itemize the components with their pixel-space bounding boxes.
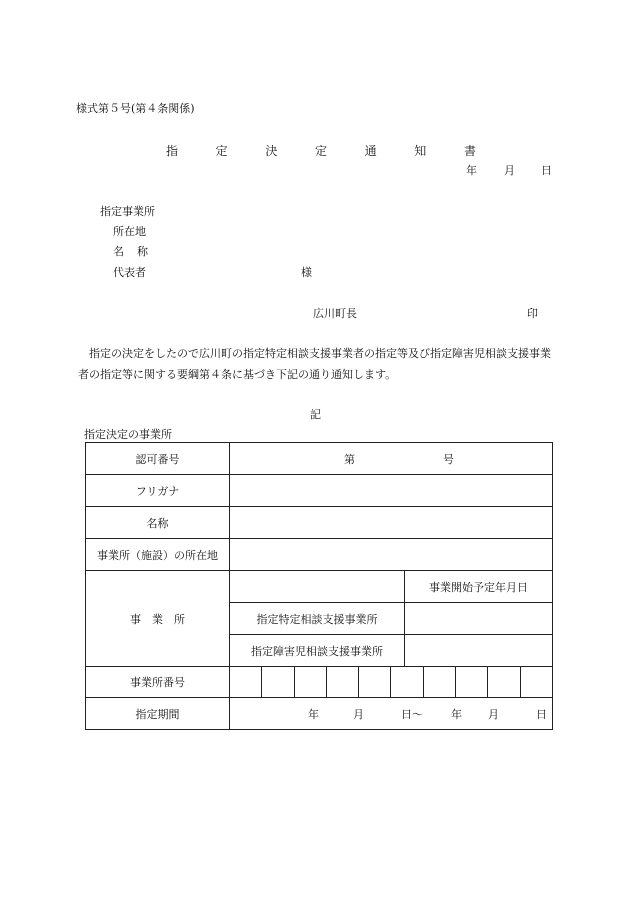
designation-table (85, 442, 553, 730)
recipient-office-label: 指定事業所 (100, 205, 155, 218)
office-name-value (230, 507, 553, 539)
recipient-address-label: 所在地 (113, 225, 146, 238)
digit-box (521, 667, 552, 697)
digit-box (359, 667, 391, 697)
office-address-value (230, 539, 553, 571)
ki-heading: 記 (310, 408, 321, 421)
notice-body-text: 指定の決定をしたので広川町の指定特定相談支援事業者の指定等及び指定障害児相談支援事業者の指定等に関する要綱第４条に基づき下記の通り通知します。 (78, 347, 551, 381)
title-char: 定 (215, 144, 228, 158)
title-char: 指 (166, 144, 179, 158)
recipient-name-label (113, 243, 148, 259)
period-month: 月 (488, 707, 499, 721)
office-number-boxes (230, 667, 553, 698)
table-row (86, 507, 553, 539)
title-char: 決 (265, 144, 278, 158)
period-day-end: 日 (536, 707, 547, 721)
office-name-label: 名称 (86, 507, 230, 539)
form-number-label: 様式第５号(第４条関係) (76, 102, 195, 115)
title-char: 知 (414, 144, 427, 158)
period-day-start: 日〜 (401, 707, 423, 721)
permit-number-label: 認可番号 (86, 443, 230, 475)
table-row (86, 443, 553, 475)
permit-number-value (230, 443, 553, 475)
table-row (86, 475, 553, 507)
special-consult-start-date (405, 603, 553, 635)
disabled-child-start-date (405, 635, 553, 667)
designation-period-label: 指定期間 (86, 698, 230, 730)
period-year: 年 (308, 707, 319, 721)
date-month: 月 (504, 164, 515, 177)
period-month: 月 (353, 707, 364, 721)
title-char: 通 (364, 144, 377, 158)
furigana-label: フリガナ (86, 475, 230, 507)
digit-box (327, 667, 359, 697)
digit-box (391, 667, 423, 697)
special-consult-office-label: 指定特定相談支援事業所 (230, 603, 405, 635)
furigana-value (230, 475, 553, 507)
name-label-char: 名 (113, 245, 124, 258)
permit-gou: 号 (443, 452, 454, 466)
seal-mark: 印 (527, 307, 538, 320)
digit-box (295, 667, 327, 697)
table-row (86, 698, 553, 730)
table-row (86, 571, 553, 603)
title-char: 定 (314, 144, 327, 158)
designation-period-value (230, 698, 553, 730)
document-title (166, 142, 476, 159)
digit-box (488, 667, 520, 697)
date-year: 年 (466, 164, 477, 177)
office-address-label: 事業所（施設）の所在地 (86, 539, 230, 571)
recipient-representative-label: 代表者 (113, 266, 146, 279)
permit-dai: 第 (344, 452, 355, 466)
start-date-label: 事業開始予定年月日 (405, 571, 553, 603)
table-caption: 指定決定の事業所 (84, 428, 172, 441)
office-number-label: 事業所番号 (86, 667, 230, 698)
date-day: 日 (541, 164, 552, 177)
office-type-label: 事 業 所 (86, 571, 230, 667)
digit-box (456, 667, 488, 697)
period-year: 年 (451, 707, 462, 721)
digit-box (424, 667, 456, 697)
table-row (86, 667, 553, 698)
sender-name: 広川町長 (313, 307, 357, 320)
digit-box (262, 667, 294, 697)
title-char: 書 (463, 144, 476, 158)
office-type-blank (230, 571, 405, 603)
recipient-honorific: 様 (301, 266, 312, 279)
issue-date-line (466, 162, 552, 178)
disabled-child-office-label: 指定障害児相談支援事業所 (230, 635, 405, 667)
table-row (86, 539, 553, 571)
digit-box (230, 667, 262, 697)
name-label-char: 称 (137, 245, 148, 258)
